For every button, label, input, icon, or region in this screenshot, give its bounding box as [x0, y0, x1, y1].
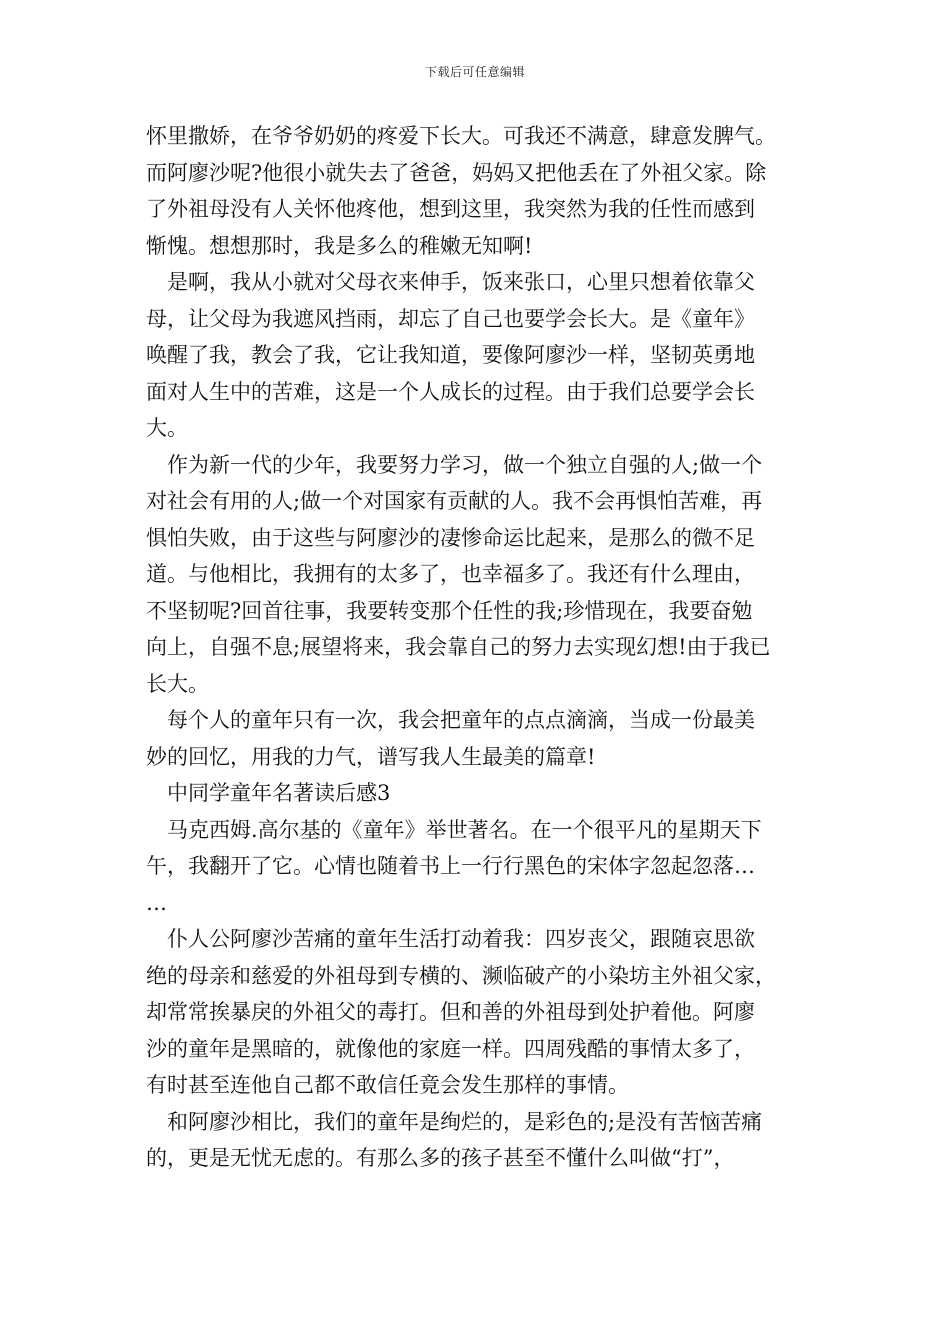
text-line: 是啊，我从小就对父母衣来伸手，饭来张口，心里只想着依靠父 — [167, 270, 755, 294]
text-line: 怀里撒娇，在爷爷奶奶的疼爱下长大。可我还不满意，肆意发脾气。 — [146, 124, 776, 148]
text-line: 惧怕失败，由于这些与阿廖沙的凄惨命运比起来，是那么的微不足 — [146, 525, 755, 550]
page-header: 下载后可任意编辑 — [424, 65, 525, 79]
text-line: 向上，自强不息;展望将来，我会靠自己的努力去实现幻想!由于我已 — [146, 635, 771, 659]
text-line: 长大。 — [146, 671, 209, 696]
text-line: 惭愧。想想那时，我是多么的稚嫩无知啊! — [146, 233, 533, 258]
text-line: 的，更是无忧无虑的。有那么多的孩子甚至不懂什么叫做“打”， — [146, 1146, 735, 1170]
text-line: 绝的母亲和慈爱的外祖母到专横的、濒临破产的小染坊主外祖父家， — [146, 963, 776, 988]
text-line: 了外祖母没有人关怀他疼他，想到这里，我突然为我的任性而感到 — [146, 197, 755, 221]
text-line: 作为新一代的少年，我要努力学习，做一个独立自强的人;做一个 — [167, 452, 763, 477]
text-line: 每个人的童年只有一次，我会把童年的点点滴滴，当成一份最美 — [167, 708, 755, 732]
text-line: 道。与他相比，我拥有的太多了，也幸福多了。我还有什么理由， — [146, 562, 755, 586]
text-line: 对社会有用的人;做一个对国家有贡献的人。我不会再惧怕苦难，再 — [146, 489, 763, 513]
paragraph — [146, 1104, 816, 1177]
paragraph — [146, 447, 816, 703]
paragraph — [146, 702, 816, 775]
text-line: 沙的童年是黑暗的，就像他的家庭一样。四周残酷的事情太多了， — [146, 1036, 755, 1061]
text-line: 唤醒了我，教会了我，它让我知道，要像阿廖沙一样，坚韧英勇地 — [146, 343, 755, 367]
text-line: 母，让父母为我遮风挡雨，却忘了自己也要学会长大。是《童年》 — [146, 306, 755, 331]
section-heading — [146, 775, 816, 812]
paragraph — [146, 812, 816, 922]
document-body — [146, 118, 816, 1177]
text-line: 和阿廖沙相比，我们的童年是绚烂的，是彩色的;是没有苦恼苦痛 — [167, 1109, 763, 1134]
text-line: 大。 — [146, 416, 188, 440]
text-line: 午，我翻开了它。心情也随着书上一行行黑色的宋体字忽起忽落… — [146, 854, 755, 878]
text-line: 不坚韧呢?回首往事，我要转变那个任性的我;珍惜现在，我要奋勉 — [146, 598, 753, 623]
text-line: 妙的回忆，用我的力气，谱写我人生最美的篇章! — [146, 744, 596, 769]
text-line: … — [146, 890, 167, 915]
paragraph — [146, 264, 816, 447]
text-line: 仆人公阿廖沙苦痛的童年生活打动着我：四岁丧父，跟随哀思欲 — [167, 927, 755, 951]
paragraph — [146, 118, 816, 264]
text-line: 而阿廖沙呢?他很小就失去了爸爸，妈妈又把他丢在了外祖父家。除 — [146, 160, 767, 185]
text-line: 中同学童年名著读后感3 — [167, 781, 391, 805]
text-line: 有时甚至连他自己都不敢信任竟会发生那样的事情。 — [146, 1073, 629, 1097]
text-line: 面对人生中的苦难，这是一个人成长的过程。由于我们总要学会长 — [146, 379, 755, 404]
text-line: 却常常挨暴戾的外祖父的毒打。但和善的外祖母到处护着他。阿廖 — [146, 1000, 755, 1024]
text-line: 马克西姆.高尔基的《童年》举世著名。在一个很平凡的星期天下 — [167, 817, 762, 842]
paragraph — [146, 921, 816, 1104]
